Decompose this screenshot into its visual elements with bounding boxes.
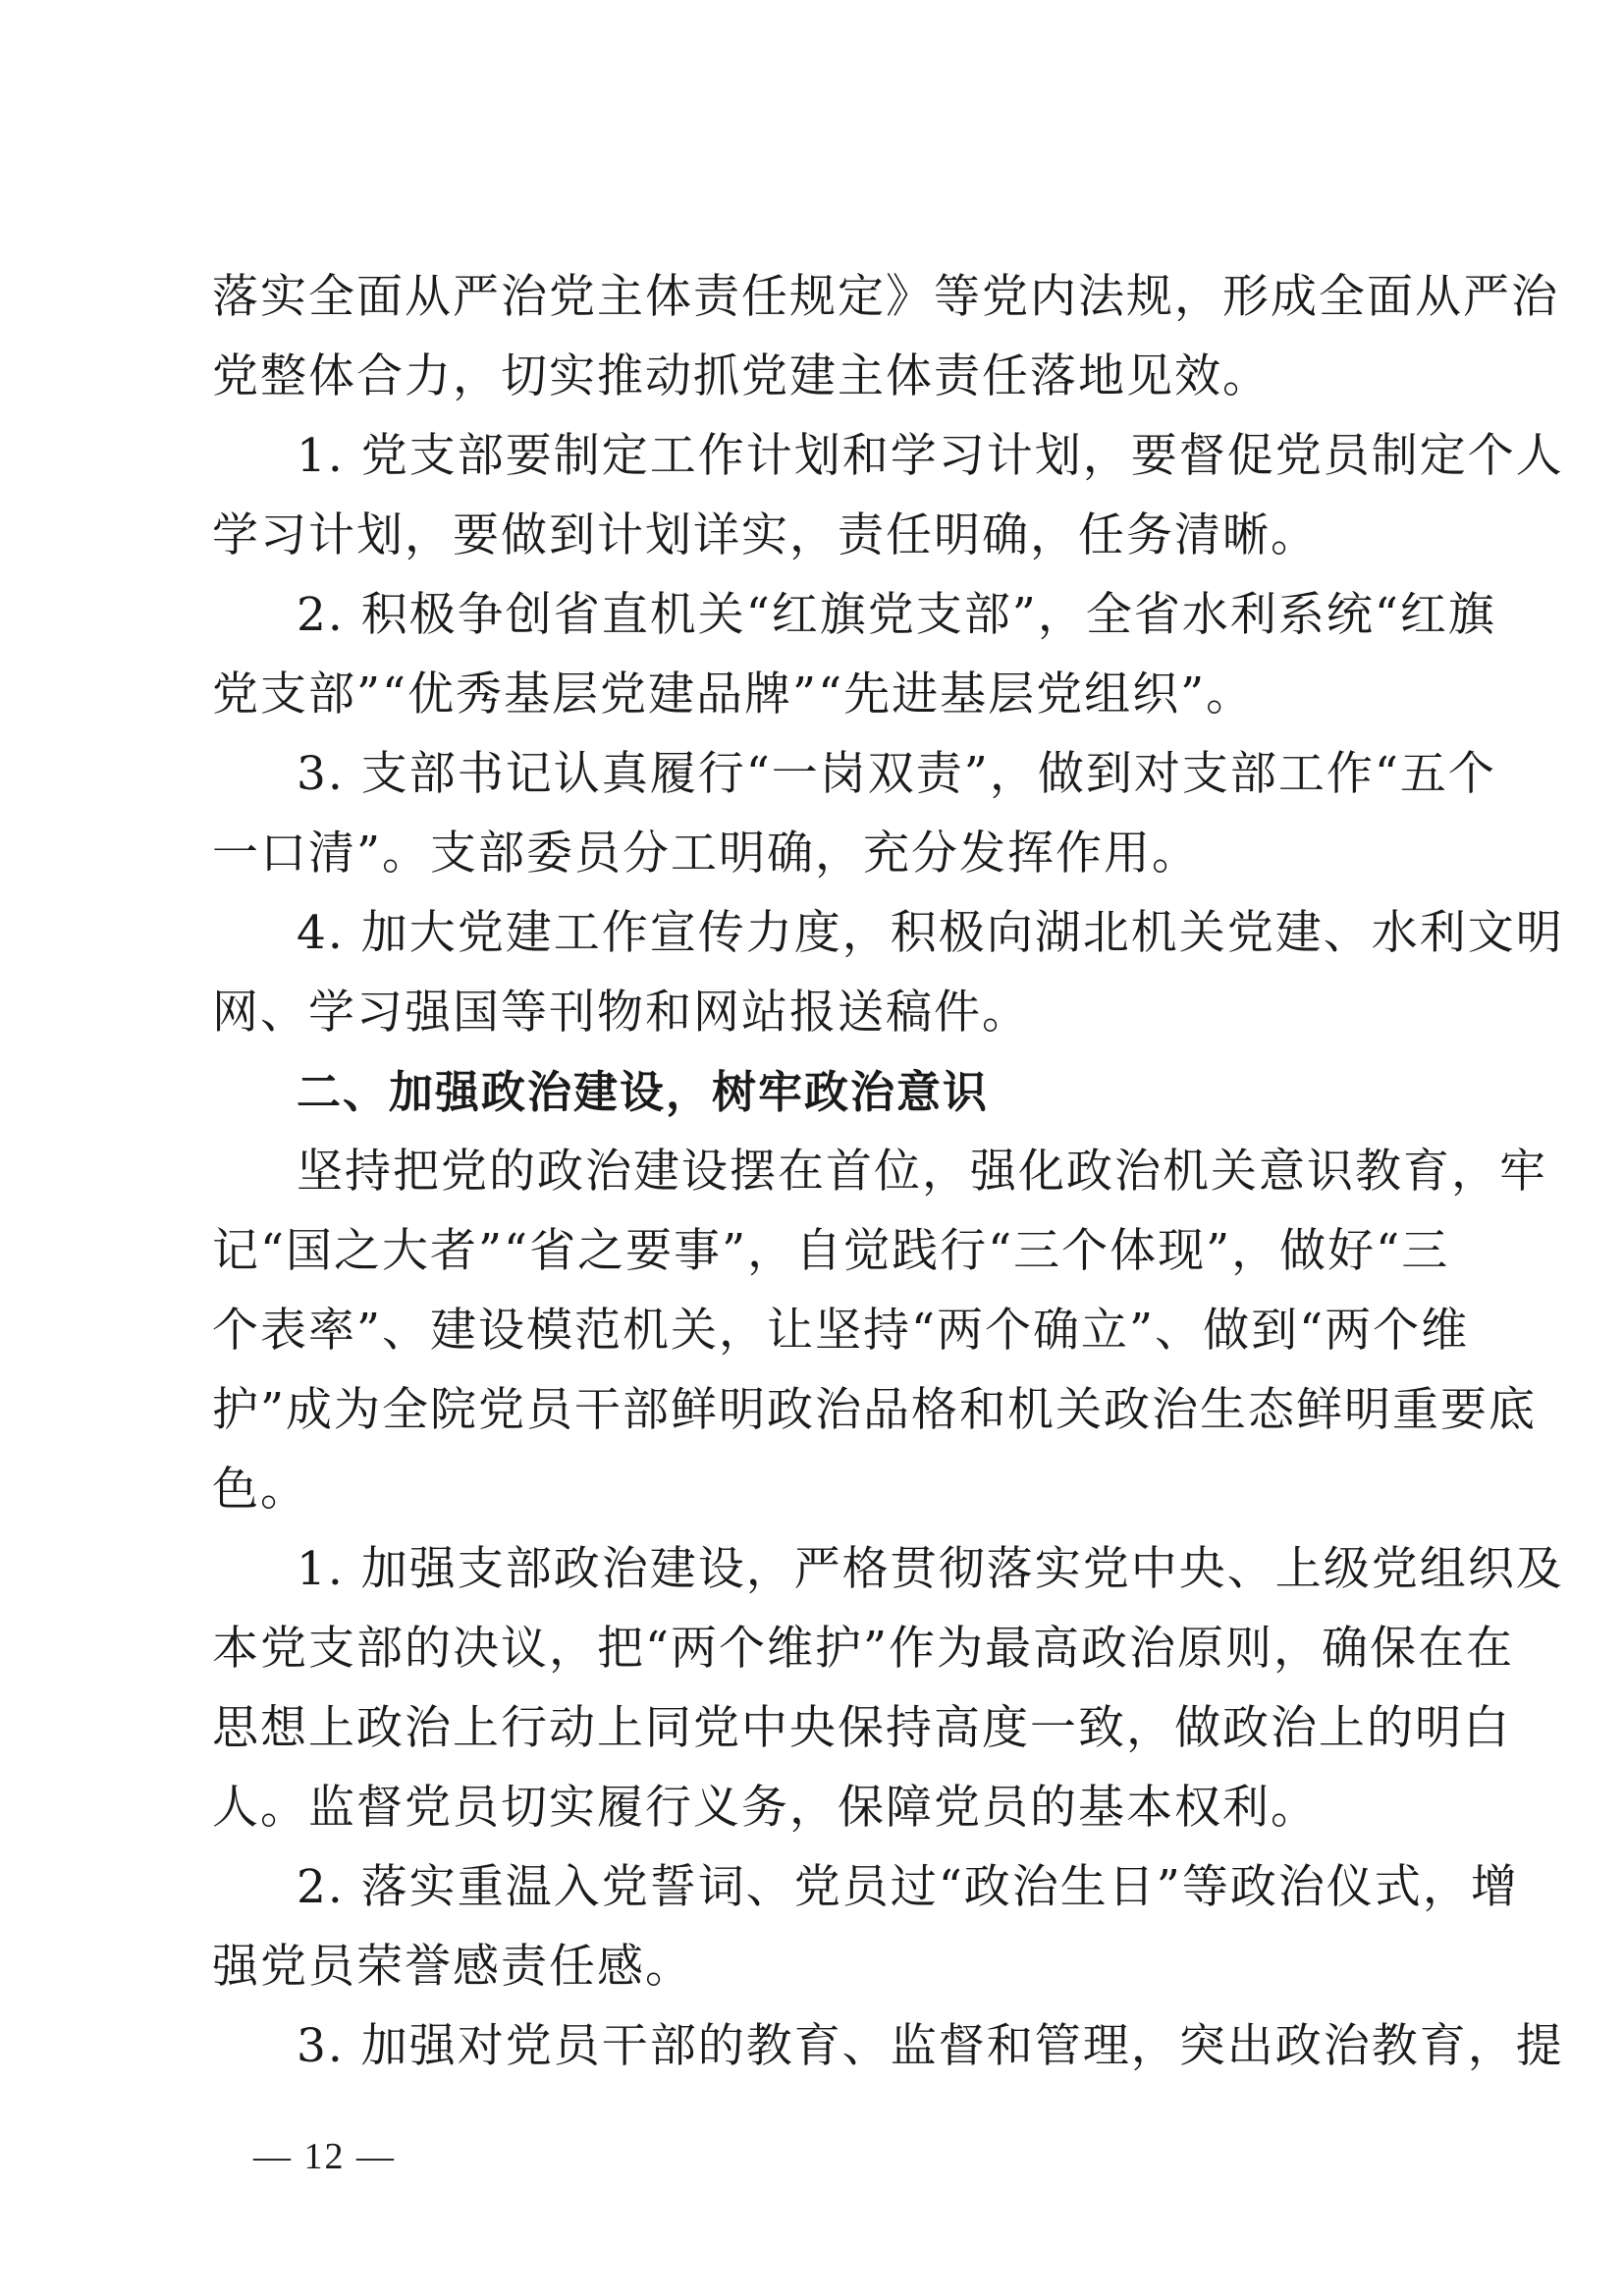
list-item-line: 4. 加大党建工作宣传力度，积极向湖北机关党建、水利文明 — [297, 906, 1564, 960]
body-line: 强党员荣誉感责任感。 — [212, 1940, 693, 1994]
body-line: 学习计划，要做到计划详实，责任明确，任务清晰。 — [212, 508, 1319, 562]
body-line: 护”成为全院党员干部鲜明政治品格和机关政治生态鲜明重要底 — [212, 1383, 1538, 1437]
list-item-line: 1. 加强支部政治建设，严格贯彻落实党中央、上级党组织及 — [297, 1542, 1564, 1596]
body-line: 党支部”“优秀基层党建品牌”“先进基层党组织”。 — [212, 667, 1255, 721]
body-line: 人。监督党员切实履行义务，保障党员的基本权利。 — [212, 1781, 1319, 1835]
document-body — [212, 257, 1564, 2086]
body-line: 记“国之大者”“省之要事”，自觉践行“三个体现”，做好“三 — [212, 1224, 1450, 1278]
body-line: 党整体合力，切实推动抓党建主体责任落地见效。 — [212, 349, 1271, 403]
list-item-line: 3. 支部书记认真履行“一岗双责”，做到对支部工作“五个 — [297, 747, 1496, 801]
list-item-line: 2. 落实重温入党誓词、党员过“政治生日”等政治仪式，增 — [297, 1860, 1519, 1914]
body-line: 网、学习强国等刊物和网站报送稿件。 — [212, 986, 1030, 1040]
body-line: 落实全面从严治党主体责任规定》等党内法规，形成全面从严治 — [212, 270, 1559, 324]
body-line: 一口清”。支部委员分工明确，充分发挥作用。 — [212, 827, 1201, 881]
body-line: 本党支部的决议，把“两个维护”作为最高政治原则，确保在在 — [212, 1622, 1515, 1676]
section-heading: 二、加强政治建设，树牢政治意识 — [297, 1066, 990, 1118]
list-item-line: 3. 加强对党员干部的教育、监督和管理，突出政治教育，提 — [297, 2019, 1564, 2073]
page-number: — 12 — — [253, 2136, 396, 2177]
list-item-line: 1. 党支部要制定工作计划和学习计划，要督促党员制定个人 — [297, 429, 1564, 483]
body-line: 个表率”、建设模范机关，让坚持“两个确立”、做到“两个维 — [212, 1304, 1470, 1358]
body-line: 思想上政治上行动上同党中央保持高度一致，做政治上的明白 — [212, 1701, 1511, 1755]
list-item-line: 2. 积极争创省直机关“红旗党支部”，全省水利系统“红旗 — [297, 588, 1496, 642]
paragraph-line: 坚持把党的政治建设摆在首位，强化政治机关意识教育，牢 — [297, 1145, 1547, 1199]
body-line: 色。 — [212, 1463, 308, 1517]
